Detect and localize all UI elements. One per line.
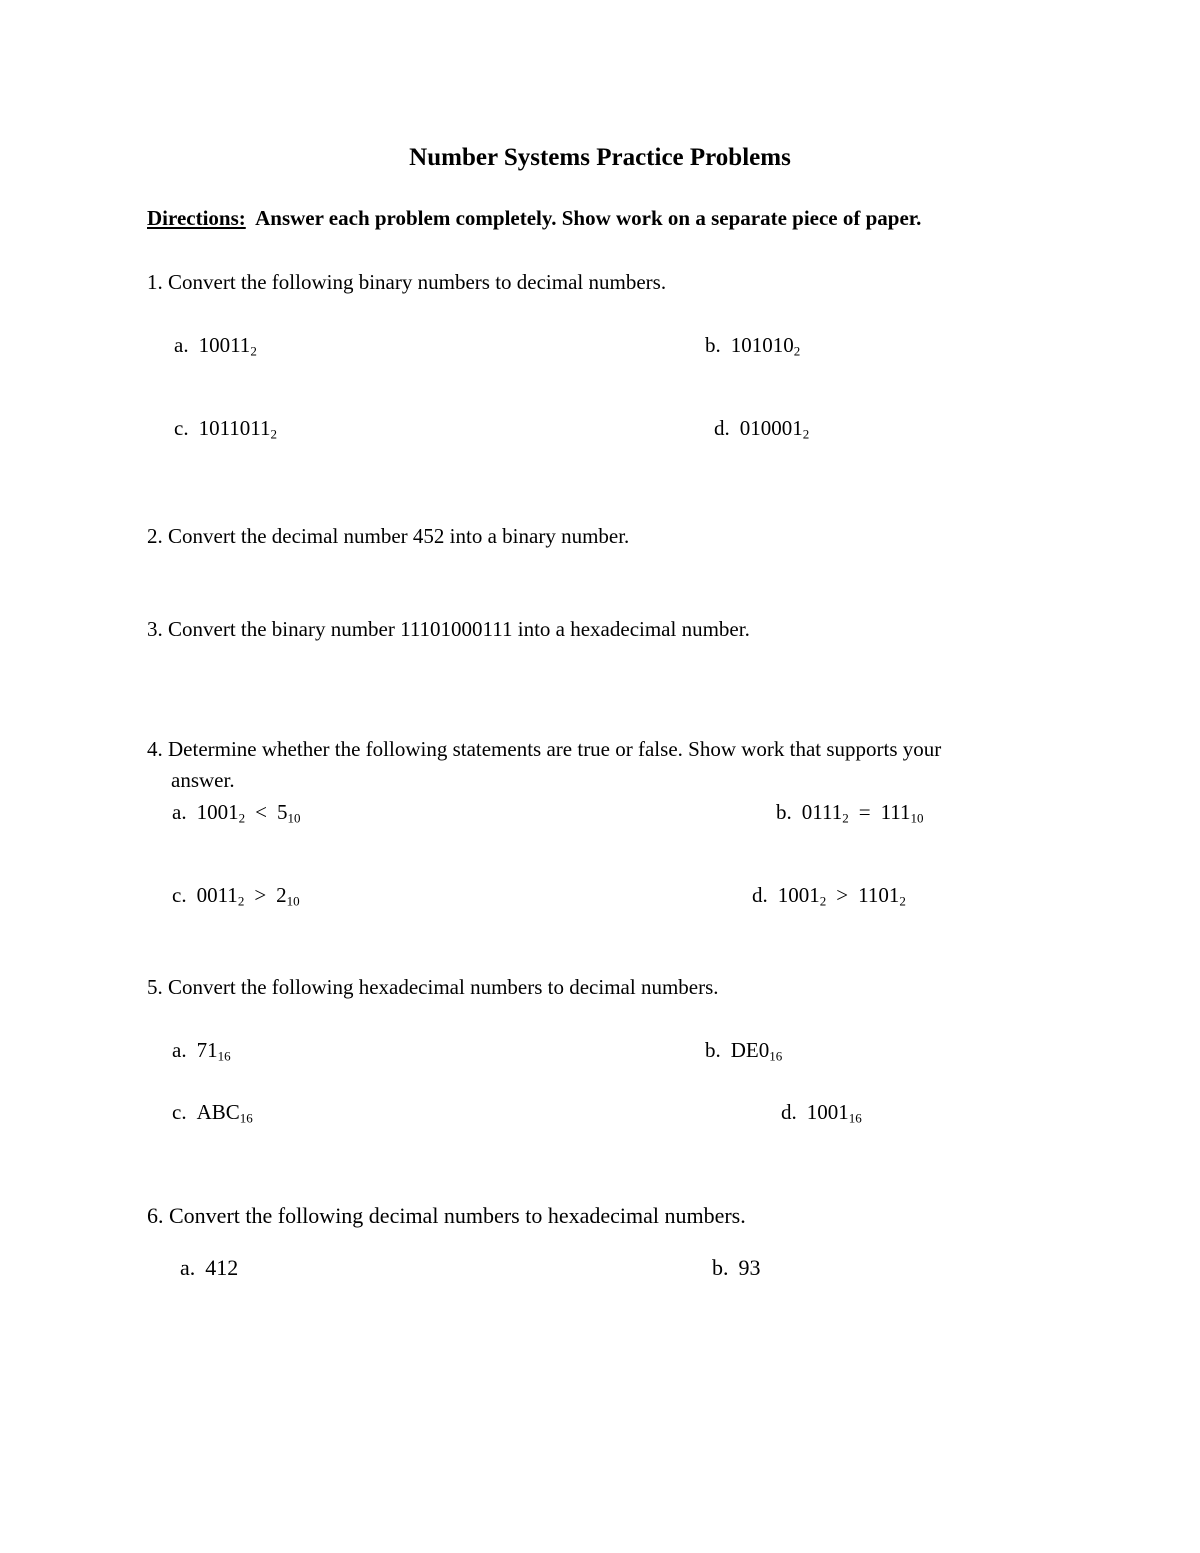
item-left: 0011 — [196, 883, 238, 907]
item-letter: c. — [174, 416, 189, 440]
item-base: 2 — [802, 426, 810, 442]
item-letter: c. — [172, 1100, 187, 1124]
item-right-base: 2 — [899, 893, 906, 909]
item-base: 16 — [769, 1048, 783, 1064]
item-left: 1001 — [777, 883, 820, 907]
item-base: 16 — [217, 1048, 231, 1064]
directions-label: Directions: — [147, 206, 246, 230]
item-right: 5 — [276, 800, 288, 824]
question-1-text: 1. Convert the following binary numbers to decimal numbers. — [147, 270, 667, 294]
item-right-base: 10 — [286, 893, 300, 909]
q1-item-c — [174, 416, 278, 442]
page-title: Number Systems Practice Problems — [409, 144, 791, 171]
q1-item-b — [705, 333, 801, 359]
item-base: 2 — [250, 343, 257, 359]
item-value: 93 — [738, 1255, 761, 1280]
item-letter: c. — [172, 883, 187, 907]
item-letter: d. — [781, 1100, 797, 1124]
item-value: 010001 — [739, 416, 803, 440]
item-right: 1101 — [858, 883, 900, 907]
directions — [147, 208, 921, 229]
item-letter: b. — [776, 800, 792, 824]
q4-item-c — [172, 883, 300, 909]
q5-item-c — [172, 1100, 253, 1126]
item-letter: a. — [172, 1038, 187, 1062]
q5-item-b — [705, 1038, 783, 1064]
item-left: 0111 — [801, 800, 843, 824]
question-2-text: 2. Convert the decimal number 452 into a binary number. — [147, 524, 630, 548]
item-value: 71 — [196, 1038, 218, 1062]
item-value: ABC — [196, 1100, 240, 1124]
directions-text: Answer each problem completely. Show work on a separate piece of paper. — [255, 206, 922, 230]
item-letter: d. — [752, 883, 768, 907]
question-5-text: 5. Convert the following hexadecimal numbers to decimal numbers. — [147, 975, 719, 999]
item-letter: b. — [705, 1038, 721, 1062]
item-right-base: 10 — [910, 810, 924, 826]
item-operator: > — [254, 883, 267, 907]
item-left-base: 2 — [237, 893, 245, 909]
item-right: 2 — [276, 883, 287, 907]
item-letter: a. — [172, 800, 187, 824]
item-right-base: 10 — [287, 810, 301, 826]
item-value: 412 — [205, 1255, 239, 1280]
item-left-base: 2 — [842, 810, 849, 826]
item-value: 1011011 — [198, 416, 271, 440]
question-4-text-line2: answer. — [171, 768, 235, 792]
q4-item-a — [172, 800, 301, 826]
item-letter: b. — [705, 333, 721, 357]
item-value: DE0 — [730, 1038, 770, 1062]
q6-item-b — [712, 1257, 761, 1279]
item-letter: d. — [714, 416, 730, 440]
item-left-base: 2 — [819, 893, 827, 909]
item-base: 2 — [793, 343, 801, 359]
q4-item-d — [752, 883, 906, 909]
item-letter: b. — [712, 1255, 729, 1280]
item-right: 111 — [880, 800, 911, 824]
question-6-text: 6. Convert the following decimal numbers to hexadecimal numbers. — [147, 1203, 746, 1228]
q5-item-a — [172, 1038, 231, 1064]
item-letter: a. — [174, 333, 189, 357]
item-base: 16 — [239, 1110, 253, 1126]
q1-item-a — [174, 333, 257, 359]
question-3-text: 3. Convert the binary number 11101000111 into a hexadecimal number. — [147, 617, 750, 641]
item-value: 10011 — [198, 333, 251, 357]
item-left: 1001 — [196, 800, 239, 824]
item-left-base: 2 — [238, 810, 246, 826]
item-base: 16 — [848, 1110, 862, 1126]
item-operator: < — [255, 800, 267, 824]
item-letter: a. — [180, 1255, 196, 1280]
item-value: 101010 — [730, 333, 794, 357]
q4-item-b — [776, 800, 924, 826]
item-operator: > — [836, 883, 849, 907]
item-operator: = — [858, 800, 871, 824]
q1-item-d — [714, 416, 810, 442]
item-value: 1001 — [806, 1100, 849, 1124]
question-4-text-line1: 4. Determine whether the following statements are true or false. Show work that supports your — [147, 737, 942, 761]
item-base: 2 — [270, 426, 278, 442]
q6-item-a — [180, 1257, 238, 1279]
q5-item-d — [781, 1100, 862, 1126]
